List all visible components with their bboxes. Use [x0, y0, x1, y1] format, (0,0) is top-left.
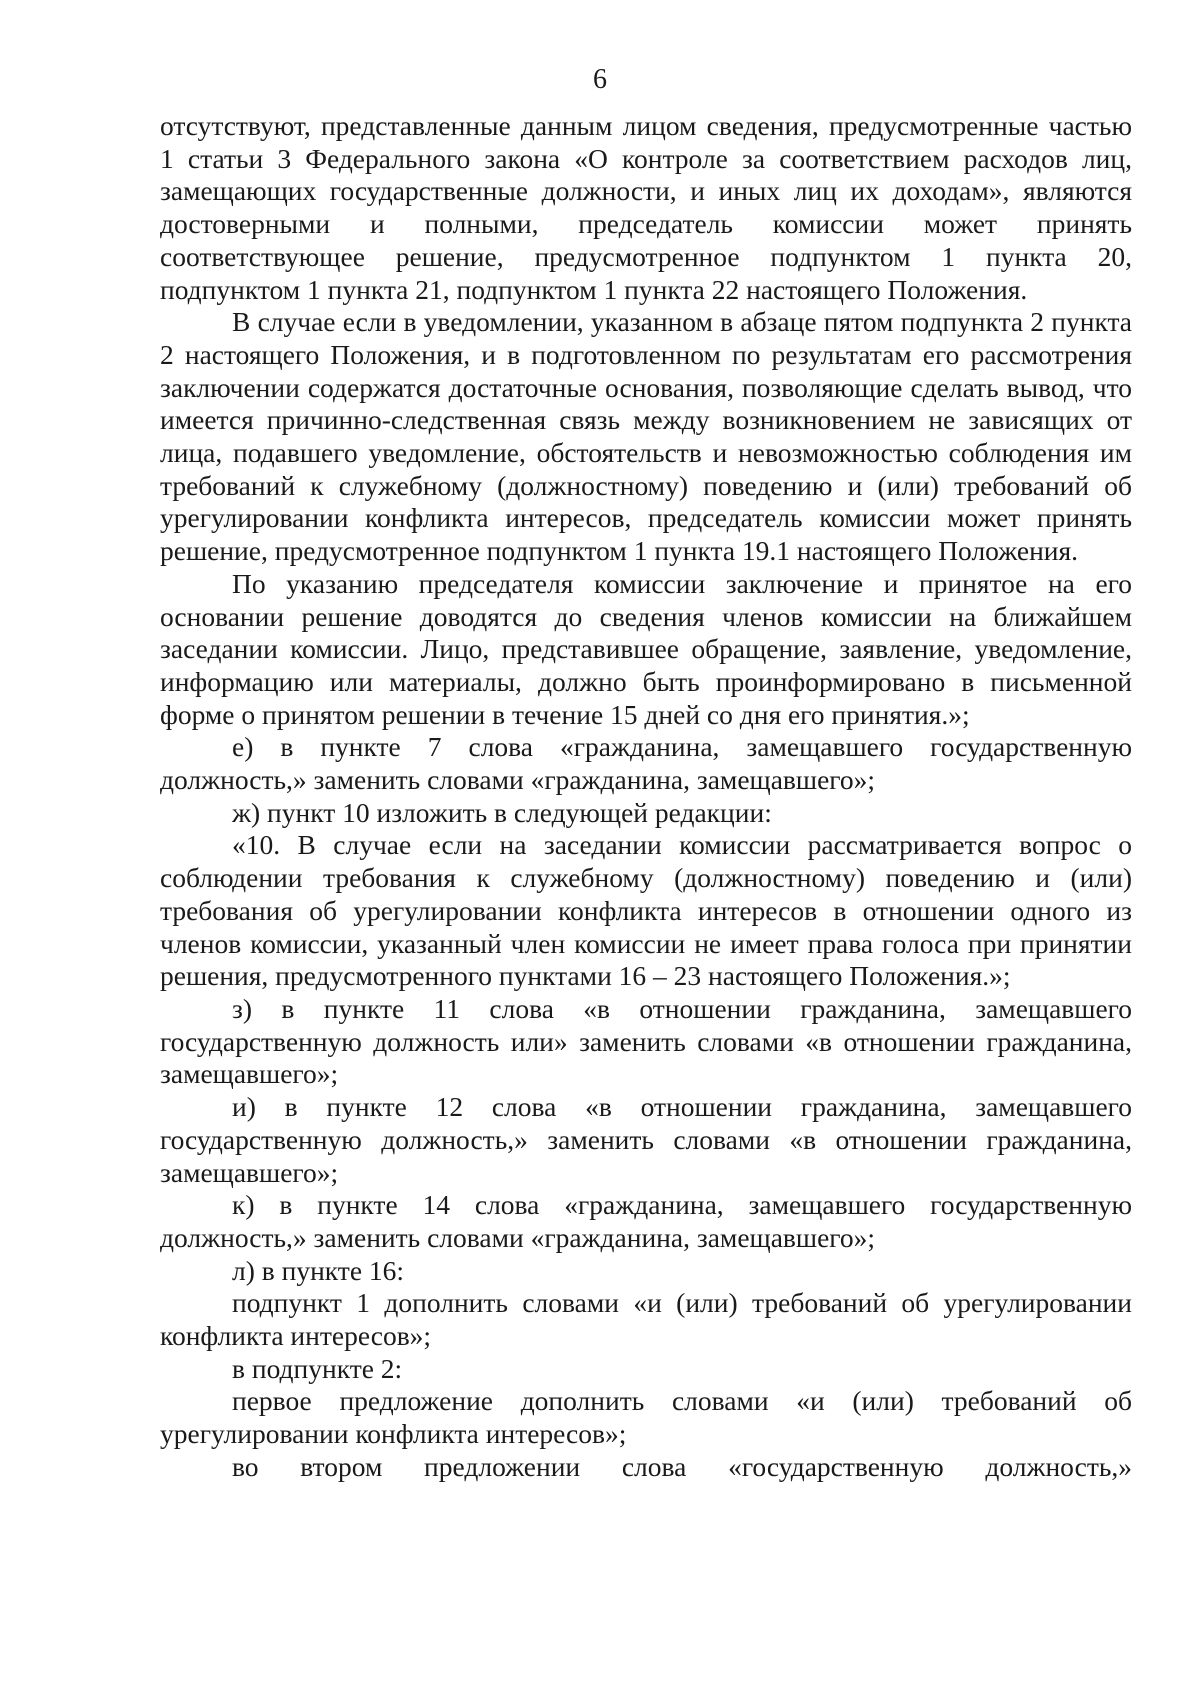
document-body [160, 110, 1132, 1484]
paragraph-item-i: и) в пункте 12 слова «в отношении гражданина, замещавшего государственную должность,» заменить словами «в отношении гражданина, замещавшего»; [160, 1091, 1132, 1188]
paragraph-chairman-instruction: По указанию председателя комиссии заключение и принятое на его основании решение доводятся до сведения членов комиссии на ближайшем заседании комиссии. Лицо, представившее обращение, заявление, уведомление, информацию или материалы, должно быть проинформировано в письменной форме о принятом решении в течение 15 дней со дня его принятия.»; [160, 567, 1132, 730]
paragraph-item-l: л) в пункте 16: [232, 1254, 405, 1286]
paragraph-continuation: отсутствуют, представленные данным лицом сведения, предусмотренные частью 1 статьи 3 Федерального закона «О контроле за соответствием расходов лиц, замещающих государственные должности, и иных лиц их доходам», являются достоверными и полными, председатель комиссии может принять соответствующее решение, предусмотренное подпунктом 1 пункта 20, подпунктом 1 пункта 21, подпунктом 1 пункта 22 настоящего Положения. [160, 110, 1132, 305]
page-number: 6 [593, 64, 607, 95]
paragraph-item-e: е) в пункте 7 слова «гражданина, замещавшего государственную должность,» заменить словами «гражданина, замещавшего»; [160, 731, 1132, 796]
paragraph-subitem-1: подпункт 1 дополнить словами «и (или) требований об урегулировании конфликта интересов»; [160, 1287, 1132, 1352]
paragraph-item-zh: ж) пункт 10 изложить в следующей редакции: [232, 796, 772, 828]
paragraph-second-sentence: во втором предложении слова «государственную должность,» [232, 1450, 1132, 1482]
paragraph-subitem-2: в подпункте 2: [232, 1352, 403, 1384]
paragraph-item-z: з) в пункте 11 слова «в отношении гражданина, замещавшего государственную должность или» заменить словами «в отношении гражданина, замещавшего»; [160, 992, 1132, 1090]
paragraph-first-sentence: первое предложение дополнить словами «и (или) требований об урегулировании конфликта интересов»; [160, 1385, 1132, 1450]
paragraph-notification-case: В случае если в уведомлении, указанном в абзаце пятом подпункта 2 пункта 2 настоящего Положения, и в подготовленном по результатам его рассмотрения заключении содержатся достаточные основания, позволяющие сделать вывод, что имеется причинно-следственная связь между возникновением не зависящих от лица, подавшего уведомление, обстоятельств и невозможностью соблюдения им требований к служебному (должностному) поведению и (или) требований об урегулировании конфликта интересов, председатель комиссии может принять решение, предусмотренное подпунктом 1 пункта 19.1 настоящего Положения. [160, 306, 1132, 567]
paragraph-item-k: к) в пункте 14 слова «гражданина, замещавшего государственную должность,» заменить словами «гражданина, замещавшего»; [160, 1189, 1132, 1253]
paragraph-point-10: «10. В случае если на заседании комиссии рассматривается вопрос о соблюдении требования к служебному (должностному) поведению и (или) требования об урегулировании конфликта интересов в отношении одного из членов комиссии, указанный член комиссии не имеет права голоса при принятии решения, предусмотренного пунктами 16 – 23 настоящего Положения.»; [160, 829, 1132, 992]
